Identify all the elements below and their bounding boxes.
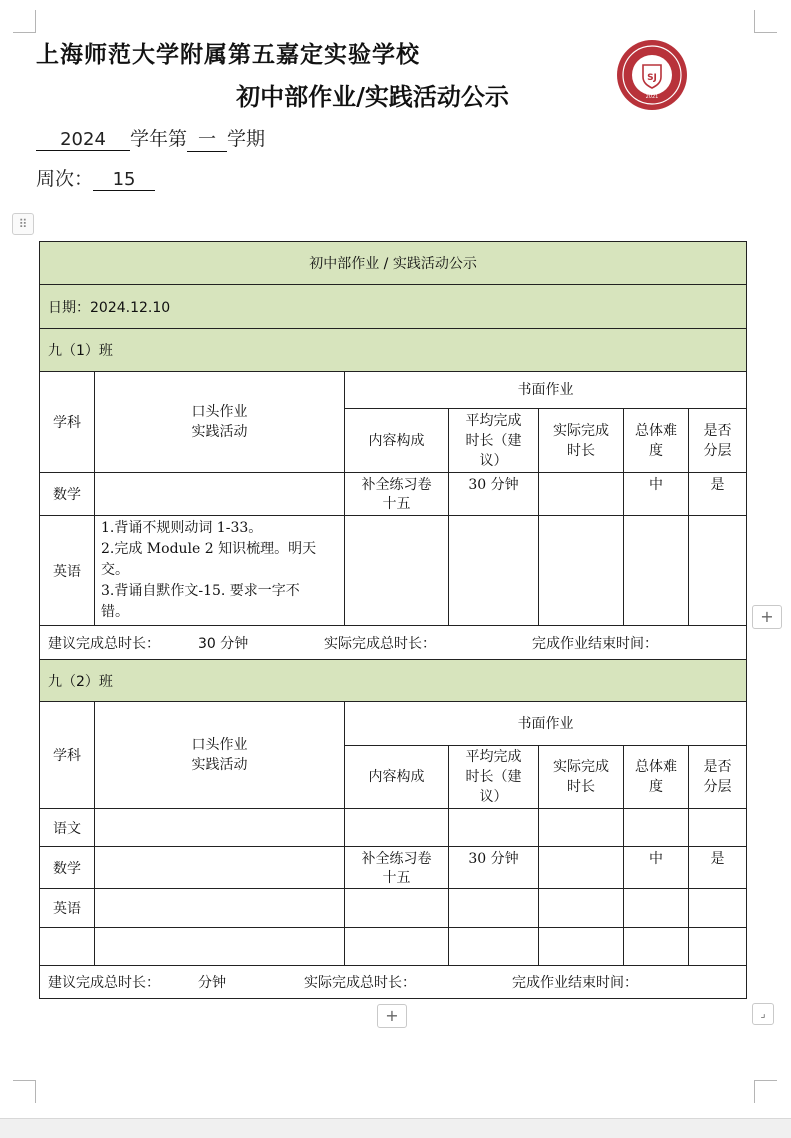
term-suffix: 学期 [227, 128, 266, 150]
avg-time-cell[interactable] [449, 516, 539, 626]
suggested-total-value: 分钟 [198, 975, 226, 991]
content-cell[interactable]: 补全练习卷 十五 [345, 473, 449, 516]
actual-time-cell[interactable] [539, 889, 624, 928]
school-seal-icon [615, 38, 689, 112]
suggested-total-label: 建议完成总时长： [48, 975, 160, 991]
summary-row [40, 626, 747, 660]
difficulty-cell[interactable]: 中 [624, 473, 689, 516]
layered-cell[interactable] [689, 928, 747, 966]
table-row [40, 847, 747, 889]
oral-cell[interactable] [95, 889, 345, 928]
actual-total-label: 实际完成总时长： [304, 975, 416, 991]
table-drag-handle-icon[interactable]: ⠿ [12, 213, 34, 235]
table-row [40, 889, 747, 928]
layered-header: 是否 分层 [689, 409, 747, 473]
difficulty-cell[interactable]: 中 [624, 847, 689, 889]
week-line [36, 164, 155, 191]
content-cell[interactable] [345, 889, 449, 928]
oral-header: 口头作业 实践活动 [95, 372, 345, 473]
content-header: 内容构成 [345, 746, 449, 809]
actual-time-cell[interactable] [539, 847, 624, 889]
written-header: 书面作业 [345, 702, 747, 746]
subject-cell: 英语 [40, 516, 95, 626]
year-value: 2024 [36, 129, 130, 151]
layered-cell[interactable]: 是 [689, 847, 747, 889]
avg-time-cell[interactable] [449, 889, 539, 928]
page-gap [0, 1118, 791, 1138]
week-label: 周次： [36, 168, 94, 190]
difficulty-cell[interactable] [624, 889, 689, 928]
school-name: 上海师范大学附属第五嘉定实验学校 [36, 41, 420, 68]
table-row [40, 809, 747, 847]
oral-cell[interactable] [95, 473, 345, 516]
layered-cell[interactable] [689, 889, 747, 928]
avg-time-cell[interactable] [449, 928, 539, 966]
content-cell[interactable] [345, 809, 449, 847]
year-suffix: 学年第 [130, 128, 188, 150]
week-value: 15 [93, 169, 155, 191]
term-number: 一 [187, 125, 227, 152]
difficulty-header: 总体难 度 [624, 746, 689, 809]
avg-time-header: 平均完成 时长（建 议） [449, 746, 539, 809]
avg-time-cell[interactable]: 30 分钟 [449, 473, 539, 516]
avg-time-cell[interactable]: 30 分钟 [449, 847, 539, 889]
term-line [36, 124, 265, 152]
summary-row [40, 966, 747, 999]
avg-time-header: 平均完成 时长（建 议） [449, 409, 539, 473]
content-header: 内容构成 [345, 409, 449, 473]
table-title: 初中部作业 / 实践活动公示 [40, 242, 747, 285]
actual-time-cell[interactable] [539, 928, 624, 966]
avg-time-cell[interactable] [449, 809, 539, 847]
table-row [40, 473, 747, 516]
layered-header: 是否 分层 [689, 746, 747, 809]
actual-time-header: 实际完成 时长 [539, 409, 624, 473]
content-cell[interactable]: 补全练习卷 十五 [345, 847, 449, 889]
page-corner-mark [754, 10, 777, 33]
layered-cell[interactable] [689, 516, 747, 626]
svg-text:2021: 2021 [645, 94, 659, 100]
page-corner-mark [13, 10, 36, 33]
end-time-label: 完成作业结束时间： [532, 635, 658, 652]
subject-cell: 数学 [40, 473, 95, 516]
page-corner-mark [754, 1080, 777, 1103]
add-column-button[interactable]: + [752, 605, 782, 629]
date-label: 日期：2024.12.10 [40, 285, 747, 329]
suggested-total-value: 30 分钟 [198, 635, 249, 652]
layered-cell[interactable]: 是 [689, 473, 747, 516]
oral-cell[interactable] [95, 809, 345, 847]
oral-cell[interactable]: 1.背诵不规则动词 1-33。 2.完成 Module 2 知识梳理。明天 交。 3.背诵自默作文-15. 要求一字不 错。 [95, 516, 345, 626]
difficulty-cell[interactable] [624, 928, 689, 966]
subject-cell: 英语 [40, 889, 95, 928]
add-row-button[interactable]: + [377, 1004, 407, 1028]
subject-cell: 语文 [40, 809, 95, 847]
actual-time-cell[interactable] [539, 516, 624, 626]
actual-time-header: 实际完成 时长 [539, 746, 624, 809]
suggested-total-label: 建议完成总时长： [48, 635, 160, 652]
document-title: 初中部作业/实践活动公示 [236, 82, 509, 111]
actual-total-label: 实际完成总时长： [324, 635, 436, 652]
difficulty-cell[interactable] [624, 516, 689, 626]
table-resize-icon[interactable]: ⌟ [752, 1003, 774, 1025]
difficulty-cell[interactable] [624, 809, 689, 847]
table-row [40, 928, 747, 966]
table-row [40, 516, 747, 626]
subject-header: 学科 [40, 372, 95, 473]
page-corner-mark [13, 1080, 36, 1103]
actual-time-cell[interactable] [539, 473, 624, 516]
class-name: 九（2）班 [40, 660, 747, 702]
oral-header: 口头作业 实践活动 [95, 702, 345, 809]
end-time-label: 完成作业结束时间： [512, 975, 638, 991]
oral-cell[interactable] [95, 847, 345, 889]
content-cell[interactable] [345, 928, 449, 966]
oral-cell[interactable] [95, 928, 345, 966]
subject-header: 学科 [40, 702, 95, 809]
layered-cell[interactable] [689, 809, 747, 847]
class-name: 九（1）班 [40, 329, 747, 372]
difficulty-header: 总体难 度 [624, 409, 689, 473]
actual-time-cell[interactable] [539, 809, 624, 847]
content-cell[interactable] [345, 516, 449, 626]
homework-table [39, 241, 747, 999]
written-header: 书面作业 [345, 372, 747, 409]
subject-cell [40, 928, 95, 966]
svg-text:SJ: SJ [647, 73, 657, 83]
subject-cell: 数学 [40, 847, 95, 889]
